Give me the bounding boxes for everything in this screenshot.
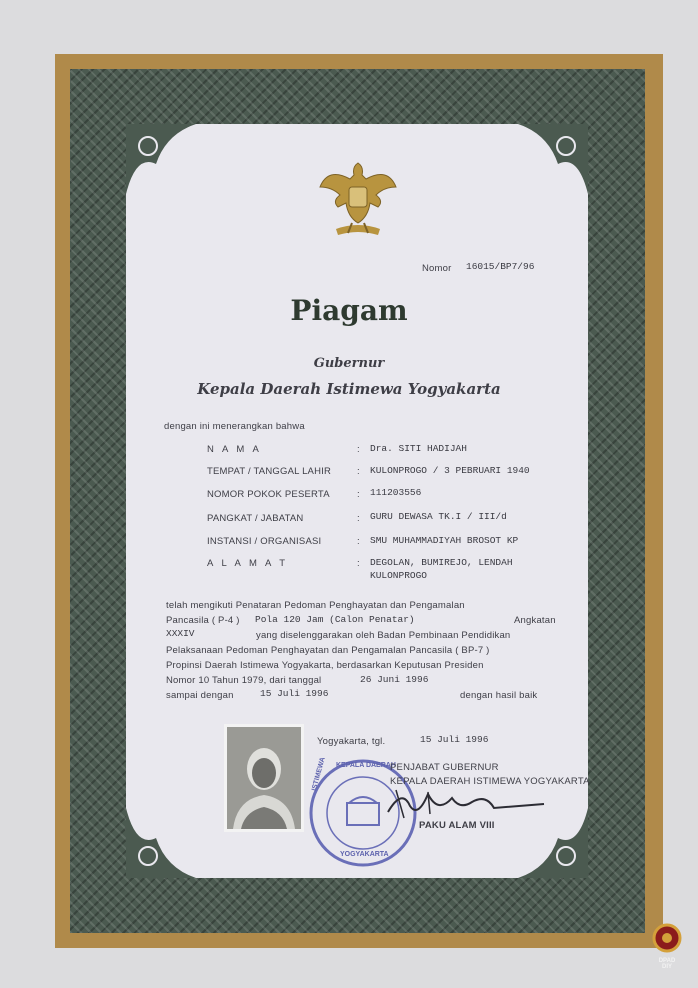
field-value-alamat-2: KULONPROGO (370, 570, 428, 581)
field-colon: : (357, 536, 360, 547)
corner-ornament-icon (126, 808, 196, 878)
participant-photo (224, 724, 304, 832)
stamp-text-left: ISTIMEWA (311, 756, 327, 792)
body-line-4: Pelaksanaan Pedoman Penghayatan dan Pengamalan Pancasila ( BP-7 ) (166, 645, 490, 656)
body-line-2c: Angkatan (514, 615, 556, 626)
stamp-text-bottom: YOGYAKARTA (340, 851, 389, 858)
field-value-alamat: DEGOLAN, BUMIREJO, LENDAH (370, 557, 513, 568)
field-label-pangkat: PANGKAT / JABATAN (207, 513, 304, 524)
nomor-value: 16015/BP7/96 (466, 261, 535, 272)
intro-text: dengan ini menerangkan bahwa (164, 421, 305, 432)
field-colon: : (357, 513, 360, 524)
corner-ornament-icon (518, 124, 588, 194)
field-value-ttl: KULONPROGO / 3 PEBRUARI 1940 (370, 465, 530, 476)
field-colon: : (357, 466, 360, 477)
body-line-6b: 26 Juni 1996 (360, 674, 429, 685)
body-line-2a: Pancasila ( P-4 ) (166, 615, 240, 626)
signer-name: PAKU ALAM VIII (419, 820, 495, 831)
body-line-6a: Nomor 10 Tahun 1979, dari tanggal (166, 675, 322, 686)
field-value-nama: Dra. SITI HADIJAH (370, 443, 467, 454)
field-colon: : (357, 489, 360, 500)
body-line-7a: sampai dengan (166, 690, 234, 701)
corner-ornament-icon (126, 124, 196, 194)
body-line-1: telah mengikuti Penataran Pedoman Penghayatan dan Pengamalan (166, 600, 465, 611)
body-line-2b: Pola 120 Jam (Calon Penatar) (255, 614, 415, 625)
garuda-emblem-icon (318, 157, 398, 243)
body-line-7c: dengan hasil baik (460, 690, 538, 701)
field-label-npp: NOMOR POKOK PESERTA (207, 489, 330, 500)
field-label-ttl: TEMPAT / TANGGAL LAHIR (207, 466, 332, 477)
body-line-3a: XXXIV (166, 628, 195, 639)
signature-icon (368, 784, 558, 820)
nomor-label: Nomor (422, 263, 452, 274)
field-colon: : (357, 444, 360, 455)
place-label: Yogyakarta, tgl. (317, 736, 386, 747)
issuer-line-1: Gubernur (313, 356, 385, 371)
certificate-title: Piagam (290, 294, 408, 327)
stamp-text-top: KEPALA DAERAH (336, 762, 396, 769)
official-title-2: KEPALA DAERAH ISTIMEWA YOGYAKARTA (390, 776, 590, 787)
official-title-1: PENJABAT GUBERNUR (390, 762, 499, 773)
body-line-7b: 15 Juli 1996 (260, 688, 329, 699)
body-line-5: Propinsi Daerah Istimewa Yogyakarta, berdasarkan Keputusan Presiden (166, 660, 484, 671)
field-value-instansi: SMU MUHAMMADIYAH BROSOT KP (370, 535, 519, 546)
field-value-npp: 111203556 (370, 487, 422, 498)
field-label-alamat: A L A M A T (207, 558, 289, 569)
field-label-nama: N A M A (207, 444, 262, 455)
field-colon: : (357, 558, 360, 569)
field-value-pangkat: GURU DEWASA TK.I / III/d (370, 511, 507, 522)
sign-date: 15 Juli 1996 (420, 734, 489, 745)
dpad-logo-text: DPAD DIY (658, 958, 676, 970)
body-line-3b: yang diselenggarakan oleh Badan Pembinaan Pendidikan (256, 630, 511, 641)
field-label-instansi: INSTANSI / ORGANISASI (207, 536, 322, 547)
issuer-line-2: Kepala Daerah Istimewa Yogyakarta (197, 380, 501, 398)
